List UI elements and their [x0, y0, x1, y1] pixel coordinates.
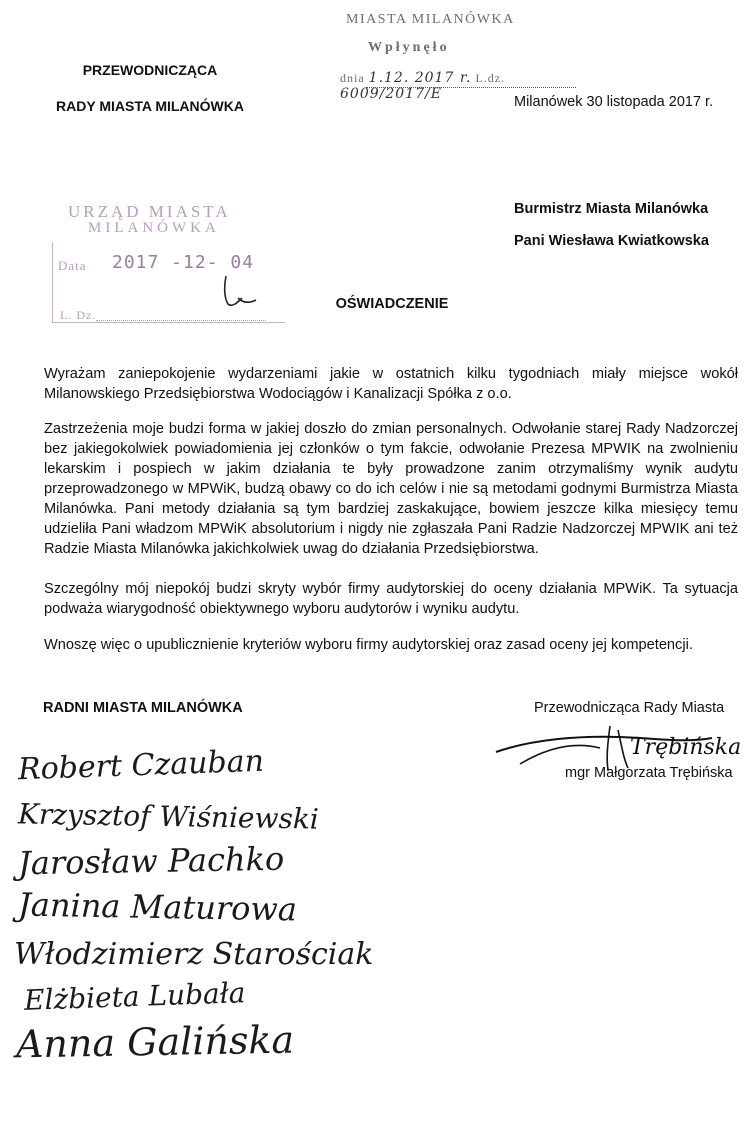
document-title: OŚWIADCZENIE [335, 296, 449, 312]
received-stamp-ldz: 6009/2017/E [340, 86, 442, 102]
councillor-signature-3: Jarosław Pachko [17, 839, 285, 883]
body-paragraph-1: Wyrażam zaniepokojenie wydarzeniami jakie w ostatnich kilku tygodniach miały miejsce wokół Milanowskiego Przedsiębiorstwa Wodociągów i Kanalizacji Spółka z o.o. [44, 366, 738, 402]
office-stamp-dotline [96, 320, 266, 321]
received-stamp-numbers [340, 70, 592, 102]
chair-signature-text: Trębińska [630, 735, 742, 760]
councillor-signature-7: Anna Galińska [15, 1017, 295, 1067]
office-stamp-date: 2017 -12- 04 [112, 252, 255, 273]
chair-title: Przewodnicząca Rady Miasta [534, 700, 725, 716]
addressee-line2: Pani Wiesława Kwiatkowska [514, 233, 709, 249]
received-stamp-subtitle: Wpłynęło [368, 40, 450, 55]
councillor-signature-4: Janina Maturowa [17, 885, 298, 929]
councillor-signature-6: Elżbieta Lubała [23, 976, 246, 1017]
chair-signature [490, 712, 742, 782]
office-stamp-title2: MILANÓWKA [88, 220, 220, 236]
councillors-heading: RADNI MIASTA MILANÓWKA [43, 700, 243, 716]
chair-name: mgr Małgorzata Trębińska [565, 765, 733, 781]
sender-title-line2: RADY MIASTA MILANÓWKA [56, 98, 244, 114]
body-paragraph-4: Wnoszę więc o upublicznienie kryteriów wyboru firmy audytorskiej oraz zasad oceny jej kompetencji. [44, 637, 693, 653]
received-stamp-title: MIASTA MILANÓWKA [346, 12, 515, 27]
addressee-line1: Burmistrz Miasta Milanówka [514, 201, 709, 217]
councillor-signature-5: Włodzimierz Starościak [14, 937, 374, 972]
office-stamp-title: URZĄD MIASTA [68, 202, 231, 221]
received-stamp-date: 1.12. 2017 r. [368, 70, 472, 86]
letter-date: Milanówek 30 listopada 2017 r. [514, 94, 714, 110]
office-stamp-dz-label: L. Dz. [60, 308, 97, 322]
received-stamp-ldz-prefix: L.dz. [475, 71, 506, 85]
councillor-signature-2: Krzysztof Wiśniewski [17, 797, 320, 836]
office-stamp-date-label: Data [58, 258, 87, 273]
received-stamp [332, 8, 592, 102]
received-stamp-date-prefix: dnia [340, 71, 365, 85]
received-stamp-underline [366, 87, 576, 88]
body-paragraph-3: Szczególny mój niepokój budzi skryty wybór firmy audytorskiej do oceny działania MPWiK. Ta sytuacja podważa wiarygodność obiektywnego wyboru audytorów i wyniku audytu. [44, 581, 738, 617]
councillor-signature-1: Robert Czauban [17, 743, 265, 788]
body-paragraph-2: Zastrzeżenia moje budzi forma w jakiej doszło do zmian personalnych. Odwołanie starej Rady Nadzorczej bez jakiegokolwiek powiadomienia jej członków o tym fakcie, odwołanie Prezesa MPWIK na zwolnieniu lekarskim i pospiech w jakim działania te były prowadzone zanim otrzymaliśmy wynik audytu przeprowadzonego w MPWiK, budzą obawy co do ich celów i nie są metodami godnymi Burmistrza Miasta Milanówka. Pani metody działania są tym bardziej zaskakujące, bowiem jeszcze kilka miesięcy temu udzieliła Pani władzom MPWiK absolutorium i nigdy nie zgłaszała Pani Radzie Nadzorczej MPWIK ani też Radzie Miasta Milanówka jakichkolwiek uwag do działania Przedsiębiorstwa. [44, 421, 738, 557]
sender-title-line1: PRZEWODNICZĄCA [82, 62, 218, 78]
